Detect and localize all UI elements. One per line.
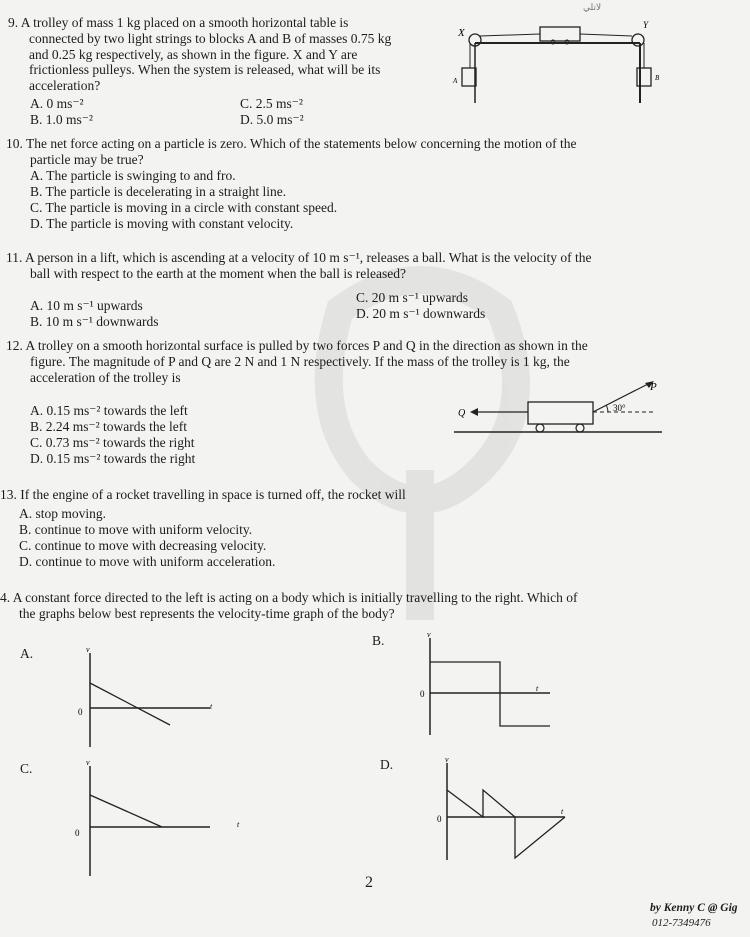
graph-b-zero-label: 0 bbox=[420, 689, 425, 699]
q9-label-a: A bbox=[453, 77, 458, 85]
graph-a-t-label: t bbox=[210, 702, 213, 711]
q12-line-2: figure. The magnitude of P and Q are 2 N and 1 N respectively. If the mass of the trolley is 1 kg, the bbox=[30, 353, 570, 369]
q9-line-3: and 0.25 kg respectively, as shown in the figure. X and Y are bbox=[29, 46, 358, 62]
q9-line-4: frictionless pulleys. When the system is released, what will be its bbox=[29, 62, 381, 78]
graph-c-label: C. bbox=[20, 761, 33, 776]
q9-option-d: D. 5.0 ms⁻² bbox=[240, 112, 304, 127]
graph-a bbox=[60, 645, 220, 750]
q9-line-1: 9. A trolley of mass 1 kg placed on a smooth horizontal table is bbox=[8, 15, 349, 30]
q14-line-2: the graphs below best represents the velocity-time graph of the body? bbox=[19, 605, 395, 621]
q9-pulley-figure bbox=[440, 18, 670, 108]
graph-d-label: D. bbox=[380, 757, 394, 772]
graph-b-label: B. bbox=[372, 633, 385, 648]
graph-c bbox=[60, 758, 240, 878]
graph-d-t-label: t bbox=[561, 807, 564, 816]
q11-line-2: ball with respect to the earth at the moment when the ball is released? bbox=[30, 265, 406, 281]
q13-option-b: B. continue to move with uniform velocity. bbox=[19, 522, 253, 537]
author-credit: by Kenny C @ Gig bbox=[650, 902, 738, 914]
graph-b-t-label: t bbox=[536, 684, 539, 693]
graph-a-zero-label: 0 bbox=[78, 707, 83, 717]
graph-b bbox=[400, 630, 560, 735]
q10-option-d: D. The particle is moving with constant velocity. bbox=[30, 216, 294, 231]
q13-option-c: C. continue to move with decreasing velocity. bbox=[19, 538, 267, 553]
q9-option-b: B. 1.0 ms⁻² bbox=[30, 112, 93, 127]
graph-a-label: A. bbox=[20, 646, 34, 661]
q12-trolley-figure bbox=[440, 376, 670, 438]
q12-option-c: C. 0.73 ms⁻² towards the right bbox=[30, 435, 195, 450]
graph-a-v-label: v bbox=[86, 645, 90, 654]
q9-label-x: X bbox=[458, 27, 465, 39]
q14-line-1: 4. A constant force directed to the left is acting on a body which is initially travelling to the right. Which of bbox=[0, 590, 578, 605]
q12-label-p: P bbox=[650, 381, 657, 393]
q11-option-b: B. 10 m s⁻¹ downwards bbox=[30, 314, 159, 329]
graph-d bbox=[415, 755, 575, 865]
graph-c-zero-label: 0 bbox=[75, 828, 80, 838]
q11-option-a: A. 10 m s⁻¹ upwards bbox=[30, 298, 143, 313]
q11-line-1: 11. A person in a lift, which is ascending at a velocity of 10 m s⁻¹, releases a ball. What is the velocity of the bbox=[6, 250, 592, 265]
q13-option-d: D. continue to move with uniform acceleration. bbox=[19, 554, 276, 569]
q9-option-c: C. 2.5 ms⁻² bbox=[240, 96, 303, 111]
q9-line-2: connected by two light strings to blocks A and B of masses 0.75 kg bbox=[29, 30, 392, 46]
q13-option-a: A. stop moving. bbox=[19, 506, 107, 521]
graph-c-t-label: t bbox=[237, 820, 240, 829]
graph-c-v-label: v bbox=[86, 758, 90, 767]
q9-option-a: A. 0 ms⁻² bbox=[30, 96, 84, 111]
q12-option-d: D. 0.15 ms⁻² towards the right bbox=[30, 451, 196, 466]
question-13 bbox=[0, 487, 406, 503]
page-number: 2 bbox=[365, 874, 373, 891]
question-9 bbox=[8, 15, 391, 94]
q12-option-b: B. 2.24 ms⁻² towards the left bbox=[30, 419, 188, 434]
q12-option-a: A. 0.15 ms⁻² towards the left bbox=[30, 403, 188, 418]
q9-label-y: Y bbox=[643, 20, 649, 30]
corner-handwritten-note: لاتلي bbox=[583, 2, 602, 12]
graph-d-v-label: v bbox=[445, 755, 449, 764]
q9-line-5: acceleration? bbox=[29, 78, 101, 94]
graph-d-zero-label: 0 bbox=[437, 814, 442, 824]
author-phone: 012-7349476 bbox=[652, 917, 711, 929]
q10-option-b: B. The particle is decelerating in a straight line. bbox=[30, 184, 287, 199]
q9-label-b: B bbox=[655, 74, 660, 82]
question-14 bbox=[0, 590, 578, 622]
q12-angle-label: 30° bbox=[613, 403, 626, 413]
q13-line-1: 13. If the engine of a rocket travelling in space is turned off, the rocket will bbox=[0, 487, 406, 502]
q10-option-a: A. The particle is swinging to and fro. bbox=[30, 168, 236, 183]
q10-line-1: 10. The net force acting on a particle is zero. Which of the statements below concerning the motion of the bbox=[6, 136, 577, 151]
q12-line-3: acceleration of the trolley is bbox=[30, 369, 181, 385]
question-10 bbox=[6, 136, 576, 168]
q11-option-d: D. 20 m s⁻¹ downwards bbox=[356, 306, 486, 321]
graph-b-v-label: v bbox=[427, 630, 431, 639]
q10-option-c: C. The particle is moving in a circle with constant speed. bbox=[30, 200, 338, 215]
q12-label-q: Q bbox=[458, 408, 466, 419]
q12-line-1: 12. A trolley on a smooth horizontal surface is pulled by two forces P and Q in the direction as shown in the bbox=[6, 338, 588, 353]
q11-option-c: C. 20 m s⁻¹ upwards bbox=[356, 290, 469, 305]
q10-line-2: particle may be true? bbox=[30, 151, 144, 167]
question-11 bbox=[6, 250, 592, 282]
